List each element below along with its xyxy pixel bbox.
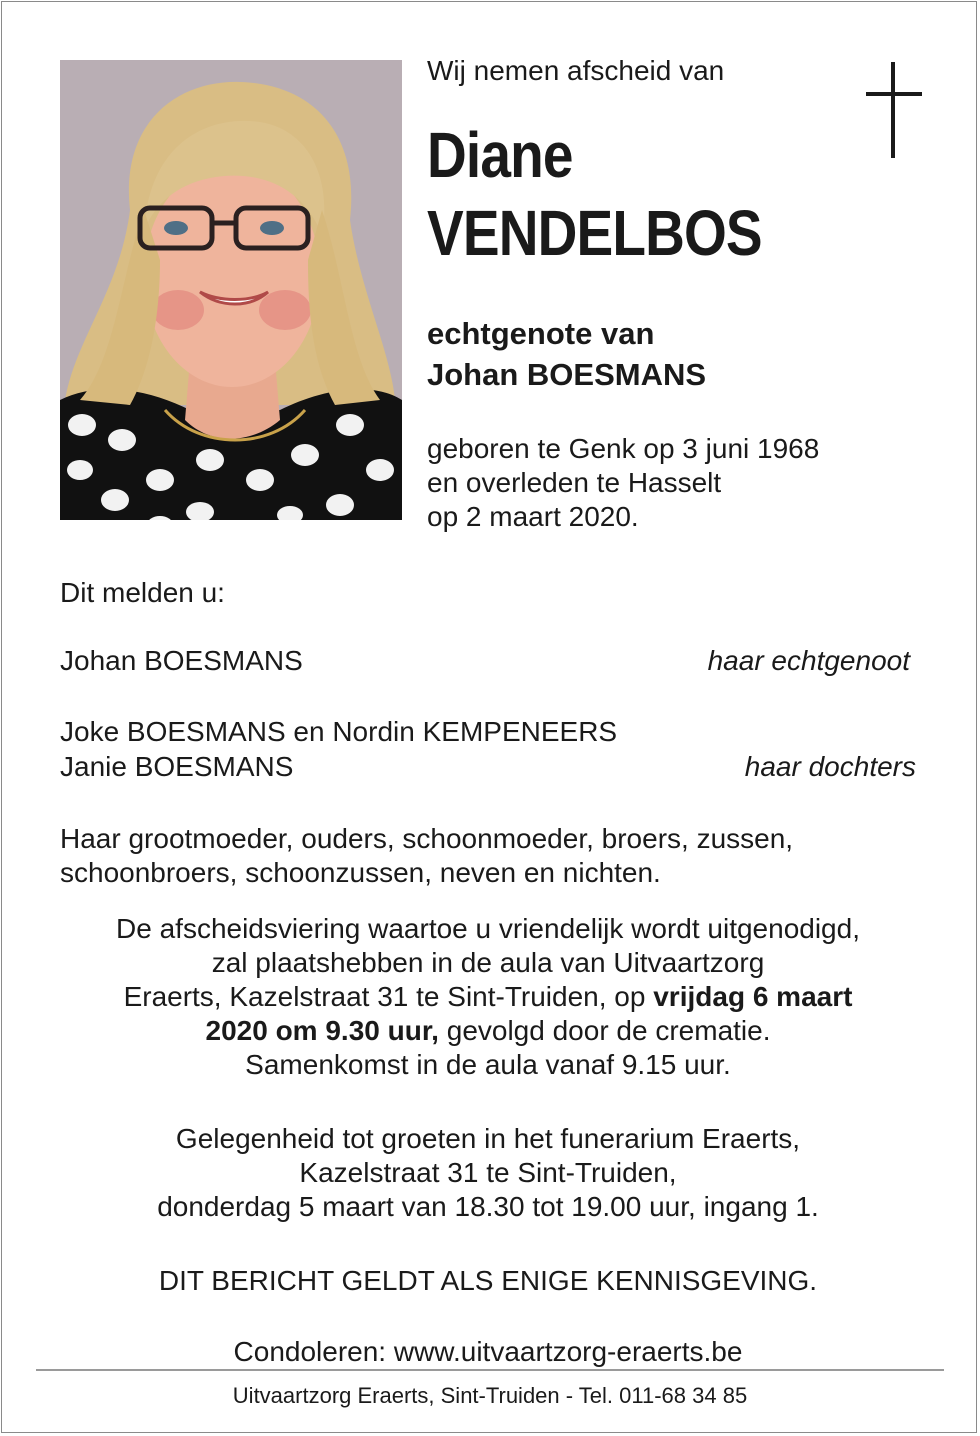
spouse-name: Johan BOESMANS	[427, 357, 707, 392]
intro-text: Wij nemen afscheid van	[427, 55, 725, 86]
condolences-link[interactable]: Condoleren: www.uitvaartzorg-eraerts.be	[233, 1336, 743, 1367]
ceremony-line-2: zal plaatshebben in de aula van Uitvaartzorg	[211, 947, 765, 978]
visitation-info	[40, 1122, 936, 1224]
visitation-line-2: Kazelstraat 31 te Sint-Truiden,	[299, 1157, 677, 1188]
spouse-info	[427, 313, 706, 395]
ceremony-date: vrijdag 6 maart	[653, 981, 853, 1012]
ceremony-time: 2020 om 9.30 uur,	[205, 1015, 439, 1046]
ceremony-line-4: 2020 om 9.30 uur, gevolgd door de crematie.	[205, 1015, 771, 1046]
footer-text: Uitvaartzorg Eraerts, Sint-Truiden - Tel. 011-68 34 85	[232, 1383, 748, 1408]
relatives-line-2: schoonbroers, schoonzussen, neven en nichten.	[60, 857, 661, 888]
notice-text: DIT BERICHT GELDT ALS ENIGE KENNISGEVING.	[158, 1265, 818, 1296]
death-date-line: op 2 maart 2020.	[427, 501, 639, 532]
family-intro: Dit melden u:	[60, 577, 225, 608]
ceremony-info	[40, 912, 936, 1082]
visitation-line-3: donderdag 5 maart van 18.30 tot 19.00 uur, ingang 1.	[157, 1191, 819, 1222]
birth-death-info	[427, 432, 819, 534]
husband-row	[60, 645, 916, 677]
ceremony-line-1: De afscheidsviering waartoe u vriendelijk wordt uitgenodigd,	[116, 913, 860, 944]
portrait-photo	[60, 60, 402, 520]
daughter-2-name: Janie BOESMANS	[60, 751, 294, 782]
death-place-line: en overleden te Hasselt	[427, 467, 722, 498]
ceremony-line-5: Samenkomst in de aula vanaf 9.15 uur.	[245, 1049, 731, 1080]
deceased-first-name: Diane	[427, 119, 573, 191]
deceased-last-name: VENDELBOS	[427, 197, 762, 269]
cross-icon	[866, 62, 922, 158]
other-relatives	[60, 822, 920, 890]
daughter-1-name: Joke BOESMANS en Nordin KEMPENEERS	[60, 716, 618, 747]
portrait-illustration	[60, 60, 402, 520]
husband-role: haar echtgenoot	[707, 645, 910, 676]
daughter-row-1	[60, 716, 916, 748]
footer-divider	[36, 1369, 944, 1371]
birth-line: geboren te Genk op 3 juni 1968	[427, 433, 820, 464]
relatives-line-1: Haar grootmoeder, ouders, schoonmoeder, broers, zussen,	[60, 823, 794, 854]
husband-name: Johan BOESMANS	[60, 645, 303, 676]
daughter-row-2	[60, 751, 916, 783]
daughters-role: haar dochters	[744, 751, 916, 782]
ceremony-line-3: Eraerts, Kazelstraat 31 te Sint-Truiden, op vrijdag 6 maart	[123, 981, 853, 1012]
spouse-label: echtgenote van	[427, 316, 655, 351]
visitation-line-1: Gelegenheid tot groeten in het funerarium Eraerts,	[175, 1123, 801, 1154]
